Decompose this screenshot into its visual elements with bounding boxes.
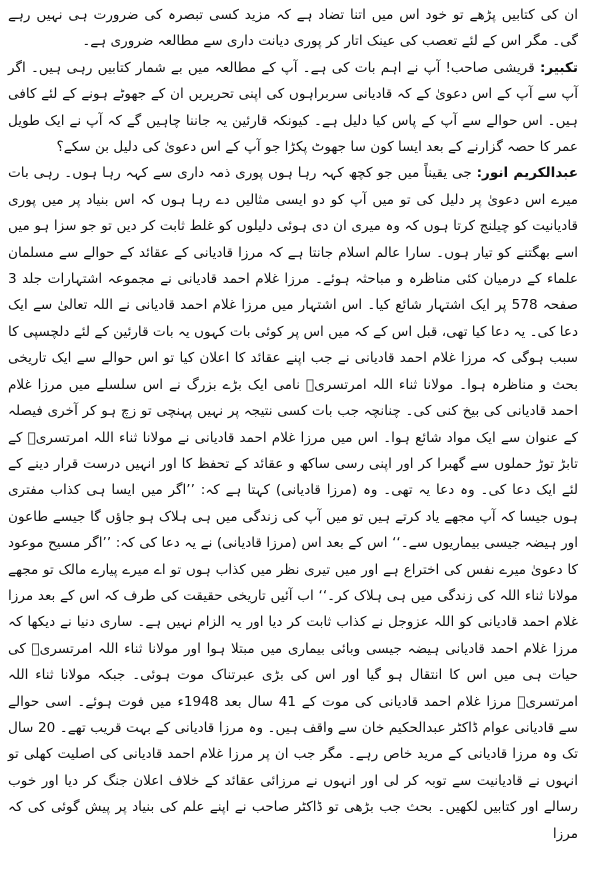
intro-paragraph-text: ان کی کتابیں پڑھے تو خود اس میں اتنا تضاد ہے کہ مزید کسی تبصرہ کی ضرورت ہی نہیں رہے گی۔ مگر اس کے لئے تعصب کی عینک اتار کر پوری دیانت داری سے مطالعہ ضروری ہے۔ [8, 7, 578, 50]
question-paragraph [8, 55, 578, 161]
question-speaker: تکبیر: [539, 59, 578, 76]
answer-paragraph-text: جی یقیناً میں جو کچھ کہہ رہا ہوں پوری ذمہ داری سے کہہ رہا ہوں۔ رہی بات میرے اس دعویٰ پر دلیل کی تو میں آپ کو دو ایسی مثالیں دے رہا ہوں کہ اس بنیاد پر میں پوری قادیانیت کو چیلنج کرتا ہوں کہ وہ میری ان دی ہوئی دلیلوں کو غلط ثابت کر دیں تو جو سزا ہو میں اسے بھگتنے کو تیار ہوں۔ سارا عالم اسلام جانتا ہے کہ مرزا قادیانی کے عقائد کے حوالے سے مسلمان علماء کے درمیان کئی مناظرہ و مباحثہ ہوئے۔ مرزا غلام احمد قادیانی نے مجموعہ اشتہارات جلد 3 صفحہ 578 پر ایک اشتہار شائع کیا۔ اس اشتہار میں مرزا غلام احمد قادیانی نے اللہ تعالیٰ سے ایک دعا کی۔ یہ دعا کیا تھی، قبل اس کے کہ میں اس پر کوئی بات کہوں یہ بات قارئین کے لئے دلچسپی کا سبب ہوگی کہ مرزا غلام احمد قادیانی نے جب اپنے عقائد کا اعلان کیا تو اس حوالے سے ایک تاریخی بحث و مناظرہ ہوا۔ مولانا ثناء اللہ امرتسریؒ نامی ایک بڑے بزرگ نے اس سلسلے میں مرزا غلام احمد قادیانی کی بیخ کنی کی۔ چنانچہ جب بات کسی نتیجہ پر نہیں پہنچی تو زچ ہو کر آخری فیصلہ کے عنوان سے ایک مواد شائع ہوا۔ اس میں مرزا غلام احمد قادیانی نے مولانا ثناء اللہ امرتسریؒ کے تابڑ توڑ حملوں سے گھبرا کر اور اپنی رسی ساکھ و عقائد کے تحفظ کا اور انہیں درست قرار دینے کے لئے ایک دعا کی۔ وہ دعا یہ تھی۔ وہ (مرزا قادیانی) کہتا ہے کہ: ’’اگر میں ایسا ہی کذاب مفتری ہوں جیسا کہ آپ مجھے یاد کرتے ہیں تو میں آپ کی زندگی میں ہی ہلاک ہو جاؤں گا جیسے طاعون اور ہیضہ جیسی بیماریوں سے۔‘‘ اس کے بعد اس (مرزا قادیانی) نے یہ دعا کی کہ: ’’اگر مسیح موعود کا دعویٰ میرے نفس کی اختراع ہے اور میں تیری نظر میں کذاب ہوں تو اے میرے پیارے مالک تو مجھے مولانا ثناء اللہ کی زندگی میں ہی ہلاک کر۔‘‘ اب آئیں تاریخی حقیقت کی طرف کہ اس کے بعد مرزا غلام احمد قادیانی کو اللہ عزوجل نے کذاب ثابت کر دیا اور یہ الزام نہیں ہے۔ ساری دنیا نے دیکھا کہ مرزا غلام احمد قادیانی ہیضہ جیسی وبائی بیماری میں مبتلا ہوا اور مولانا ثناء اللہ امرتسریؒ کی حیات ہی میں اس کا انتقال ہو گیا اور اس کی بڑی عبرتناک موت ہوئی۔ جبکہ مولانا ثناء اللہ امرتسریؒ مرزا غلام احمد قادیانی کی موت کے 41 سال بعد 1948ء میں فوت ہوئے۔ اسی حوالے سے قادیانی عوام ڈاکٹر عبدالحکیم خان سے واقف ہیں۔ وہ مرزا قادیانی کے بہت قریب تھے۔ 20 سال تک وہ مرزا قادیانی کے مرید خاص رہے۔ مگر جب ان پر مرزا غلام احمد قادیانی کی اصلیت کھلی تو انہوں نے قادیانیت سے توبہ کر لی اور انہوں نے مرزائی عقائد کے خلاف اعلان جنگ کر دیا اور خوب رسالے اور کتابیں لکھیں۔ بحث جب بڑھی تو ڈاکٹر صاحب نے اپنے علم کی بنیاد پر پیش گوئی کی کہ مرزا [8, 165, 579, 842]
answer-paragraph [8, 160, 578, 847]
answer-speaker: عبدالکریم انور: [476, 165, 579, 182]
intro-paragraph [8, 2, 578, 55]
question-paragraph-text: قریشی صاحب! آپ نے اہم بات کی ہے۔ آپ کے مطالعہ میں بے شمار کتابیں رہی ہیں۔ اگر آپ سے آپ کے اس دعویٰ کے کہ قادیانی سربراہوں کی اپنی تحریریں ان کے جھوٹے ہونے کے لئے کافی ہیں۔ اس حوالے سے آپ کے پاس کیا دلیل ہے۔ کیونکہ قارئین یہ جاننا چاہیں گے کہ آپ نے ایک طویل عمر کا حصہ گزارنے کے بعد ایسا کون سا جھوٹ پکڑا جو آپ کے اس دعویٰ کی دلیل بن سکے؟ [8, 59, 578, 156]
